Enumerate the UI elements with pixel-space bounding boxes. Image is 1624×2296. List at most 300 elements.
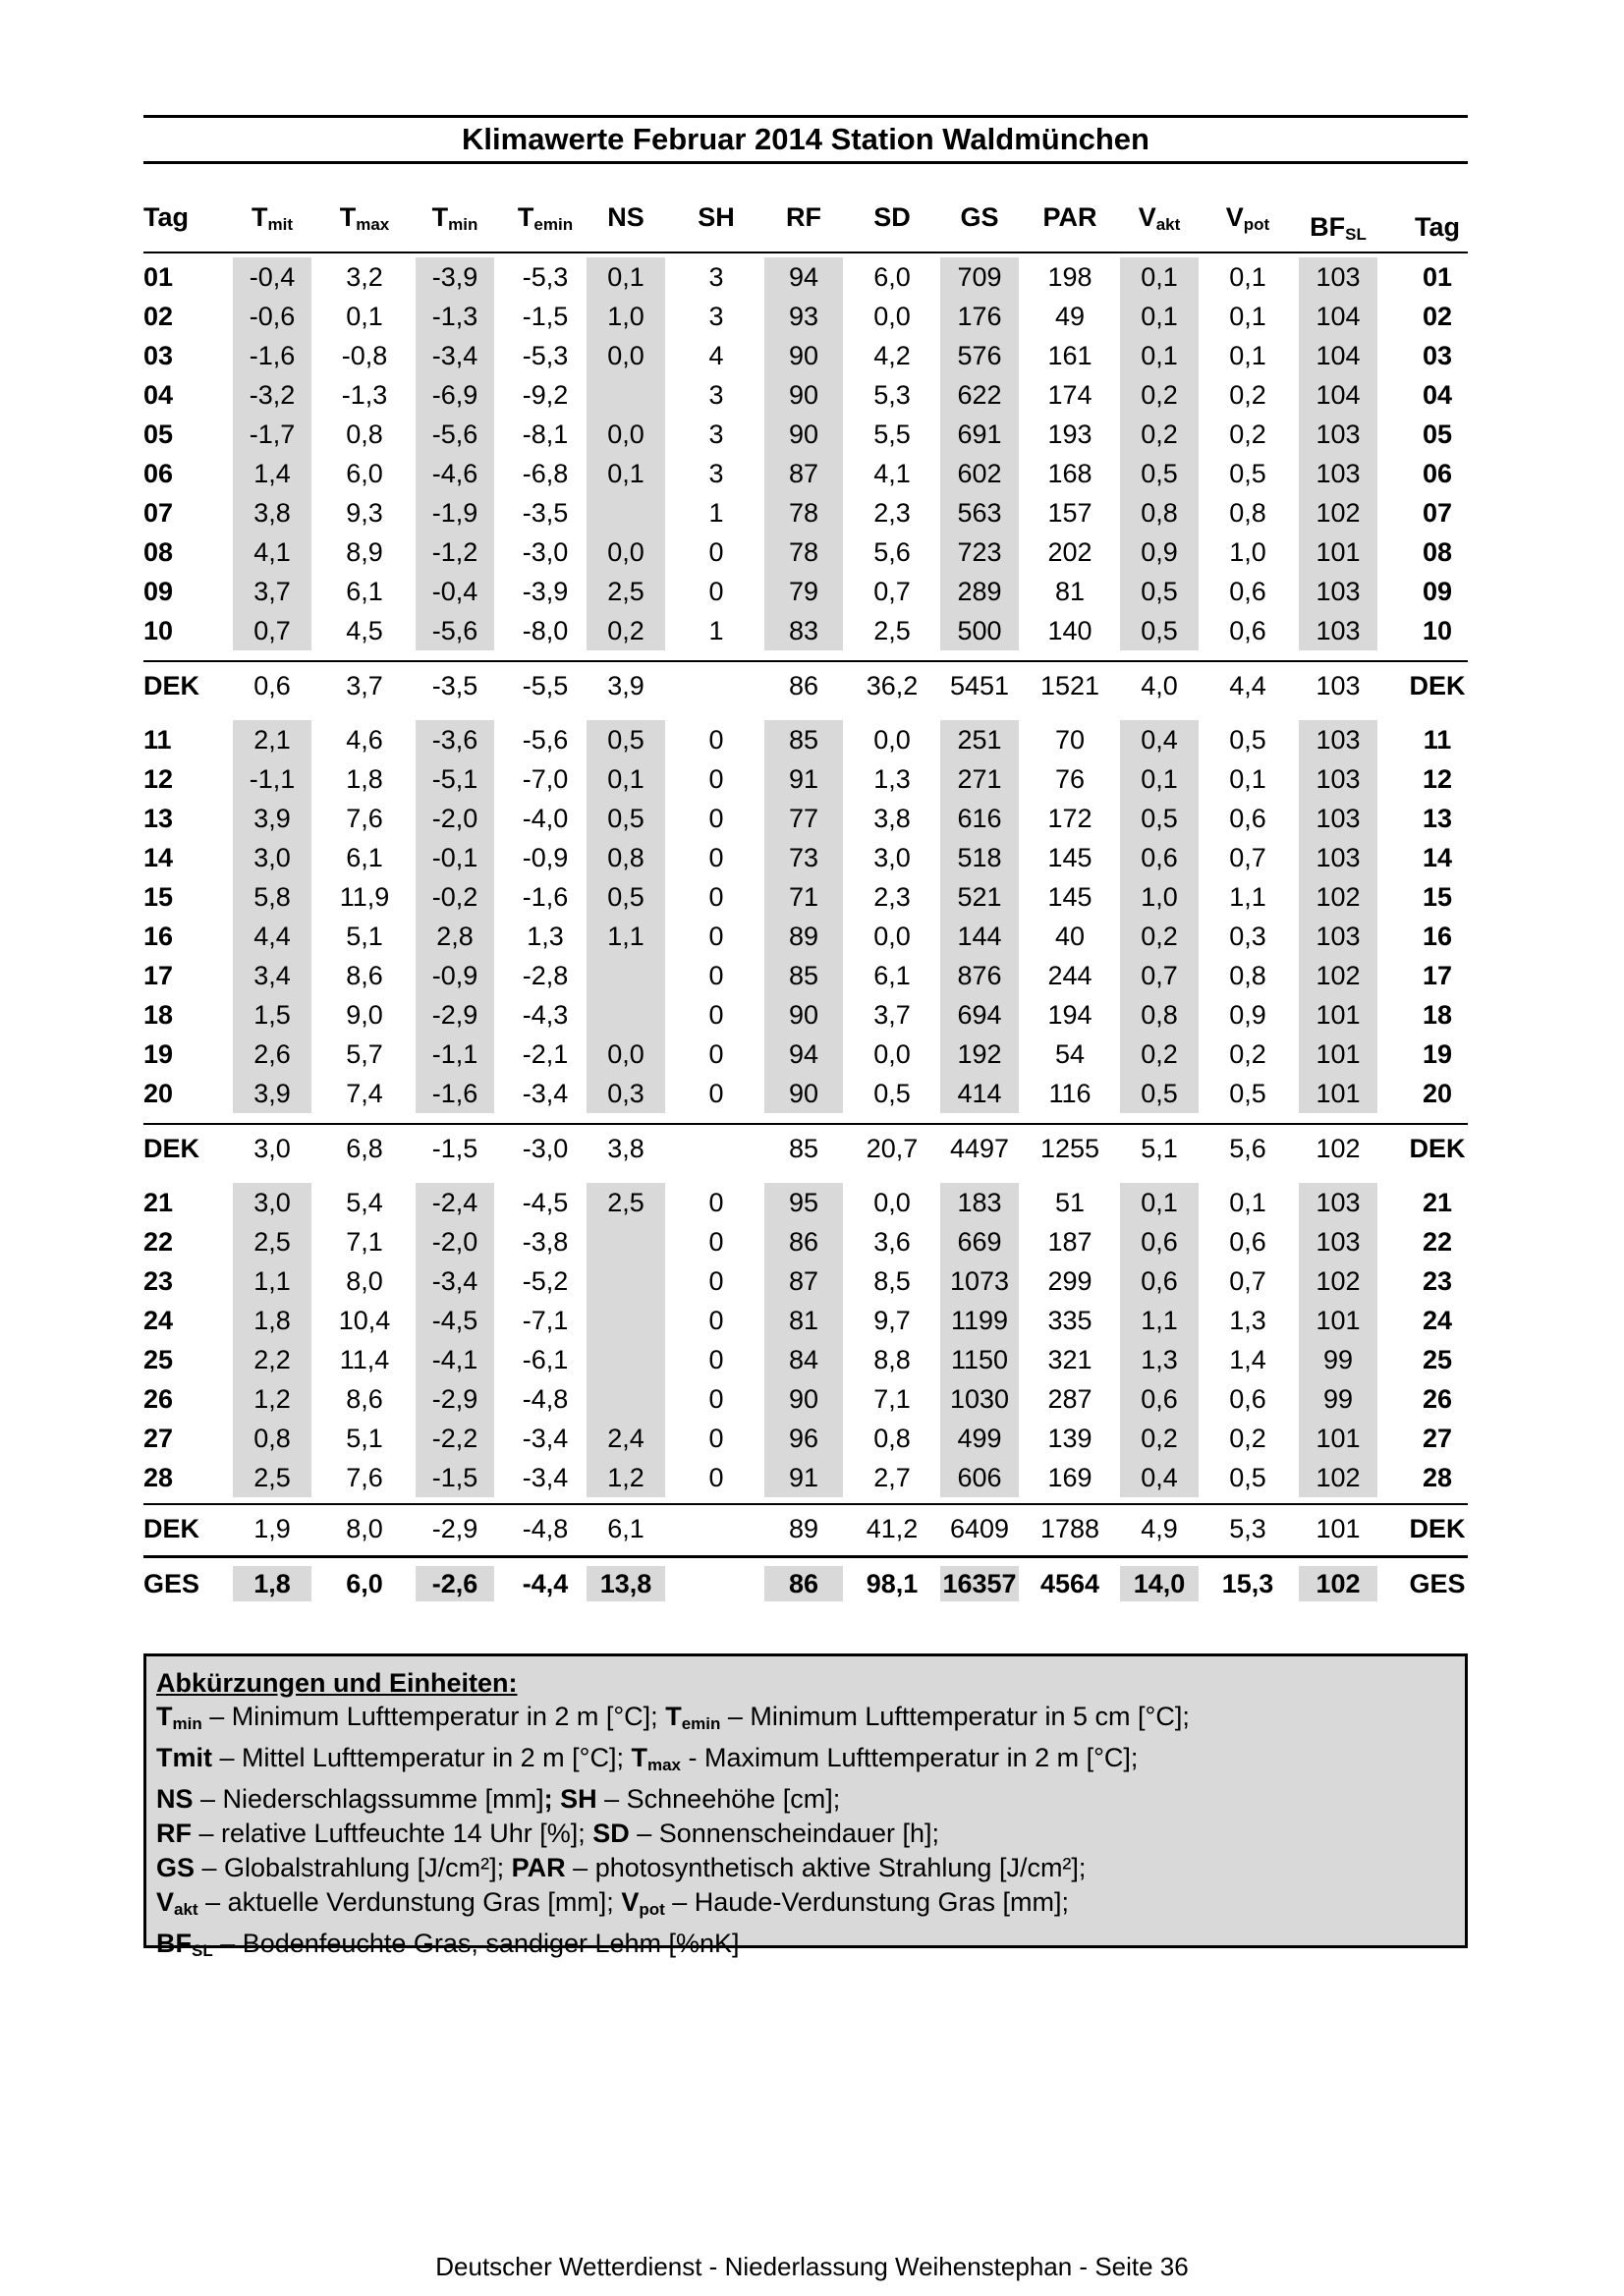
- table-row-27-tag-right: 27: [1422, 1424, 1453, 1453]
- table-row-05-par: 193: [1047, 420, 1092, 449]
- table-row-23-bfsl: 102: [1316, 1266, 1361, 1296]
- table-row-25-tmax: 11,4: [339, 1345, 390, 1374]
- table-row-23-tmax: 8,0: [346, 1266, 383, 1296]
- table-row-17-rf: 85: [788, 961, 819, 990]
- table-row-09-ns: 2,5: [607, 577, 644, 606]
- table-row-09-sh: 0: [708, 577, 724, 606]
- table-row-11-tmax: 4,6: [346, 725, 383, 755]
- rule-3: [143, 1503, 1468, 1505]
- legend-line: $BF_{SL}$ – Bodenfeuchte Gras, sandiger Lehm [%nK]: [156, 1929, 740, 1960]
- table-row-09-tmax: 6,1: [346, 577, 383, 606]
- table-row-22-rf: 86: [788, 1227, 819, 1257]
- table-row-02-tmax: 0,1: [346, 302, 383, 331]
- table-row-14-ns: 0,8: [607, 843, 644, 872]
- dek-row-3-tmit: 1,9: [253, 1514, 291, 1543]
- dek-row-2-ns: 3,8: [607, 1134, 644, 1163]
- table-row-12-gs: 271: [957, 764, 1002, 794]
- table-row-24-tmit: 1,8: [253, 1306, 291, 1335]
- table-row-17-gs: 876: [957, 961, 1002, 990]
- dek-row-3-bfsl: 101: [1316, 1514, 1361, 1543]
- table-row-12-rf: 91: [788, 764, 819, 794]
- table-row-16-tmit: 4,4: [253, 922, 291, 951]
- table-row-11-sd: 0,0: [873, 725, 911, 755]
- table-row-16-temin: 1,3: [527, 922, 564, 951]
- header-tag-right: Tag: [1415, 212, 1460, 242]
- table-row-14-sh: 0: [708, 843, 724, 872]
- table-row-10-temin: -8,0: [522, 616, 569, 645]
- table-row-14-tmin: -0,1: [431, 843, 478, 872]
- table-row-21-tmin: -2,4: [431, 1188, 478, 1217]
- table-row-11-tag: 11: [143, 725, 172, 755]
- table-row-13-ns: 0,5: [607, 804, 644, 833]
- table-row-14-rf: 73: [788, 843, 819, 872]
- table-row-19-tag-right: 19: [1422, 1039, 1453, 1069]
- table-row-24-vpot: 1,3: [1229, 1306, 1266, 1335]
- table-row-08-sh: 0: [708, 537, 724, 567]
- table-row-01-temin: -5,3: [522, 262, 569, 292]
- dek-row-1-ns: 3,9: [607, 671, 644, 700]
- table-row-23-tag: 23: [143, 1266, 174, 1296]
- table-row-22-temin: -3,8: [522, 1227, 569, 1257]
- table-row-03-vpot: 0,1: [1229, 341, 1266, 370]
- table-row-28-gs: 606: [957, 1463, 1002, 1492]
- table-row-06-tmit: 1,4: [253, 459, 291, 488]
- table-row-16-gs: 144: [957, 922, 1002, 951]
- table-row-21-gs: 183: [957, 1188, 1002, 1217]
- table-row-15-temin: -1,6: [522, 882, 569, 912]
- table-row-12-ns: 0,1: [607, 764, 644, 794]
- table-row-10-sd: 2,5: [873, 616, 911, 645]
- table-row-27-sd: 0,8: [873, 1424, 911, 1453]
- table-row-07-vpot: 0,8: [1229, 498, 1266, 528]
- dek-row-3-tag-right: DEK: [1409, 1514, 1466, 1543]
- table-row-26-gs: 1030: [949, 1384, 1010, 1414]
- table-row-26-sh: 0: [708, 1384, 724, 1414]
- rule-0: [143, 252, 1468, 253]
- table-row-20-tmit: 3,9: [253, 1079, 291, 1108]
- table-row-20-gs: 414: [957, 1079, 1002, 1108]
- table-row-15-par: 145: [1047, 882, 1092, 912]
- table-row-12-tmin: -5,1: [431, 764, 478, 794]
- table-row-07-tag: 07: [143, 498, 174, 528]
- table-row-06-sh: 3: [708, 459, 724, 488]
- table-row-14-gs: 518: [957, 843, 1002, 872]
- table-row-20-tmin: -1,6: [431, 1079, 478, 1108]
- dek-row-3-gs: 6409: [949, 1514, 1010, 1543]
- table-row-13-vpot: 0,6: [1229, 804, 1266, 833]
- table-row-27-bfsl: 101: [1316, 1424, 1361, 1453]
- rule-2: [143, 1123, 1468, 1125]
- table-row-20-vpot: 0,5: [1229, 1079, 1266, 1108]
- table-row-16-sd: 0,0: [873, 922, 911, 951]
- table-row-07-sh: 1: [708, 498, 724, 528]
- table-row-05-rf: 90: [788, 420, 819, 449]
- legend-line: $V_{akt}$ – aktuelle Verdunstung Gras [mm]; $V_{pot}$ – Haude-Verdunstung Gras [mm];: [156, 1887, 1069, 1919]
- dek-row-1-tag: DEK: [143, 671, 200, 700]
- table-row-03-tag: 03: [143, 341, 174, 370]
- table-row-27-rf: 96: [788, 1424, 819, 1453]
- table-row-17-tmin: -0,9: [431, 961, 478, 990]
- dek-row-1-sd: 36,2: [866, 671, 919, 700]
- table-row-28-vakt: 0,4: [1141, 1463, 1178, 1492]
- table-row-20-tag-right: 20: [1422, 1079, 1453, 1108]
- table-row-09-sd: 0,7: [873, 577, 911, 606]
- table-row-05-sh: 3: [708, 420, 724, 449]
- table-row-01-vakt: 0,1: [1141, 262, 1178, 292]
- ges-row-tmin: -2,6: [431, 1569, 478, 1598]
- table-row-09-par: 81: [1054, 577, 1086, 606]
- table-row-19-tmit: 2,6: [253, 1039, 291, 1069]
- table-row-15-sh: 0: [708, 882, 724, 912]
- table-row-08-bfsl: 101: [1316, 537, 1361, 567]
- table-row-11-vakt: 0,4: [1141, 725, 1178, 755]
- table-row-15-rf: 71: [788, 882, 819, 912]
- dek-row-2-tmit: 3,0: [253, 1134, 291, 1163]
- table-row-05-tag: 05: [143, 420, 174, 449]
- table-row-17-temin: -2,8: [522, 961, 569, 990]
- table-row-02-gs: 176: [957, 302, 1002, 331]
- table-row-15-bfsl: 102: [1316, 882, 1361, 912]
- table-row-02-vpot: 0,1: [1229, 302, 1266, 331]
- table-row-24-tag-right: 24: [1422, 1306, 1453, 1335]
- table-row-27-vakt: 0,2: [1141, 1424, 1178, 1453]
- table-row-25-sh: 0: [708, 1345, 724, 1374]
- table-row-06-vakt: 0,5: [1141, 459, 1178, 488]
- dek-row-1-vakt: 4,0: [1141, 671, 1178, 700]
- table-row-03-tmax: -0,8: [341, 341, 388, 370]
- table-row-21-rf: 95: [788, 1188, 819, 1217]
- table-row-21-vpot: 0,1: [1229, 1188, 1266, 1217]
- table-row-22-tag-right: 22: [1422, 1227, 1453, 1257]
- table-row-27-par: 139: [1047, 1424, 1092, 1453]
- table-row-03-tmin: -3,4: [431, 341, 478, 370]
- table-row-13-gs: 616: [957, 804, 1002, 833]
- table-row-28-tag: 28: [143, 1463, 174, 1492]
- legend-lines: [156, 1700, 1455, 1968]
- table-row-23-rf: 87: [788, 1266, 819, 1296]
- table-row-13-bfsl: 103: [1316, 804, 1361, 833]
- table-row-18-tmit: 1,5: [253, 1000, 291, 1030]
- table-row-04-vpot: 0,2: [1229, 380, 1266, 410]
- table-row-04-vakt: 0,2: [1141, 380, 1178, 410]
- table-row-25-temin: -6,1: [522, 1345, 569, 1374]
- table-row-23-tmin: -3,4: [431, 1266, 478, 1296]
- table-row-11-bfsl: 103: [1316, 725, 1361, 755]
- dek-row-1-rf: 86: [788, 671, 819, 700]
- table-row-25-tag-right: 25: [1422, 1345, 1453, 1374]
- table-row-23-vpot: 0,7: [1229, 1266, 1266, 1296]
- table-row-19-vakt: 0,2: [1141, 1039, 1178, 1069]
- table-row-18-tmin: -2,9: [431, 1000, 478, 1030]
- table-row-25-bfsl: 99: [1322, 1345, 1354, 1374]
- table-row-04-tmin: -6,9: [431, 380, 478, 410]
- legend-line: GS – Globalstrahlung [J/cm²]; PAR – photosynthetisch aktive Strahlung [J/cm²];: [156, 1853, 1087, 1882]
- dek-row-1-tag-right: DEK: [1409, 671, 1466, 700]
- table-row-23-tmit: 1,1: [253, 1266, 291, 1296]
- table-row-05-tag-right: 05: [1422, 420, 1453, 449]
- table-row-09-tag-right: 09: [1422, 577, 1453, 606]
- table-row-06-bfsl: 103: [1316, 459, 1361, 488]
- table-row-13-vakt: 0,5: [1141, 804, 1178, 833]
- table-row-17-bfsl: 102: [1316, 961, 1361, 990]
- table-row-14-vpot: 0,7: [1229, 843, 1266, 872]
- rule-1: [143, 660, 1468, 662]
- table-row-17-par: 244: [1047, 961, 1092, 990]
- table-row-09-tmin: -0,4: [431, 577, 478, 606]
- table-row-25-rf: 84: [788, 1345, 819, 1374]
- legend-line: RF – relative Luftfeuchte 14 Uhr [%]; SD – Sonnenscheindauer [h];: [156, 1819, 939, 1848]
- table-row-05-tmin: -5,6: [431, 420, 478, 449]
- table-row-14-sd: 3,0: [873, 843, 911, 872]
- table-row-20-sd: 0,5: [873, 1079, 911, 1108]
- table-row-06-vpot: 0,5: [1229, 459, 1266, 488]
- table-row-08-temin: -3,0: [522, 537, 569, 567]
- table-row-05-ns: 0,0: [607, 420, 644, 449]
- table-row-16-par: 40: [1054, 922, 1086, 951]
- ges-row-temin: -4,4: [522, 1569, 569, 1598]
- table-row-07-tmit: 3,8: [253, 498, 291, 528]
- table-row-25-vpot: 1,4: [1229, 1345, 1266, 1374]
- header-ns: NS: [607, 202, 644, 232]
- table-row-03-par: 161: [1047, 341, 1092, 370]
- table-row-14-bfsl: 103: [1316, 843, 1361, 872]
- table-row-26-sd: 7,1: [873, 1384, 911, 1414]
- table-row-10-vakt: 0,5: [1141, 616, 1178, 645]
- table-row-26-vakt: 0,6: [1141, 1384, 1178, 1414]
- table-row-10-rf: 83: [788, 616, 819, 645]
- table-row-26-tag: 26: [143, 1384, 174, 1414]
- table-row-26-temin: -4,8: [522, 1384, 569, 1414]
- table-row-28-par: 169: [1047, 1463, 1092, 1492]
- table-row-16-ns: 1,1: [607, 922, 644, 951]
- table-row-01-tmin: -3,9: [431, 262, 478, 292]
- table-row-19-par: 54: [1054, 1039, 1086, 1069]
- ges-row-tag: GES: [143, 1569, 200, 1598]
- table-row-02-ns: 1,0: [607, 302, 644, 331]
- table-row-23-gs: 1073: [949, 1266, 1010, 1296]
- table-row-23-sd: 8,5: [873, 1266, 911, 1296]
- table-row-17-vpot: 0,8: [1229, 961, 1266, 990]
- table-row-09-temin: -3,9: [522, 577, 569, 606]
- dek-row-1-tmax: 3,7: [346, 671, 383, 700]
- table-row-26-par: 287: [1047, 1384, 1092, 1414]
- legend-box: [143, 1653, 1468, 1960]
- table-row-22-sd: 3,6: [873, 1227, 911, 1257]
- dek-row-3-vakt: 4,9: [1141, 1514, 1178, 1543]
- table-row-08-tmax: 8,9: [346, 537, 383, 567]
- table-row-06-rf: 87: [788, 459, 819, 488]
- table-row-13-tmit: 3,9: [253, 804, 291, 833]
- table-row-21-tag-right: 21: [1422, 1188, 1453, 1217]
- table-row-25-tag: 25: [143, 1345, 174, 1374]
- ges-row-rf: 86: [788, 1569, 819, 1598]
- table-row-28-temin: -3,4: [522, 1463, 569, 1492]
- ges-row-vpot: 15,3: [1221, 1569, 1274, 1598]
- dek-row-2-gs: 4497: [949, 1134, 1010, 1163]
- table-row-05-vpot: 0,2: [1229, 420, 1266, 449]
- dek-row-1-bfsl: 103: [1316, 671, 1361, 700]
- dek-row-3-tag: DEK: [143, 1514, 200, 1543]
- table-row-03-bfsl: 104: [1316, 341, 1361, 370]
- table-row-14-vakt: 0,6: [1141, 843, 1178, 872]
- table-row-01-tmit: -0,4: [249, 262, 296, 292]
- ges-row-sd: 98,1: [866, 1569, 919, 1598]
- table-row-10-par: 140: [1047, 616, 1092, 645]
- table-row-24-gs: 1199: [950, 1306, 1009, 1335]
- table-row-17-sh: 0: [708, 961, 724, 990]
- dek-row-1-tmit: 0,6: [253, 671, 291, 700]
- ges-row-vakt: 14,0: [1133, 1569, 1186, 1598]
- table-row-23-tag-right: 23: [1422, 1266, 1453, 1296]
- dek-row-2-vakt: 5,1: [1141, 1134, 1178, 1163]
- table-row-21-sd: 0,0: [873, 1188, 911, 1217]
- table-row-11-temin: -5,6: [522, 725, 569, 755]
- table-row-07-tag-right: 07: [1422, 498, 1453, 528]
- table-row-08-tmin: -1,2: [431, 537, 478, 567]
- dek-row-2-tag: DEK: [143, 1134, 200, 1163]
- table-row-18-tag-right: 18: [1422, 1000, 1453, 1030]
- table-row-21-tag: 21: [143, 1188, 174, 1217]
- table-row-28-tmin: -1,5: [431, 1463, 478, 1492]
- table-row-09-tag: 09: [143, 577, 174, 606]
- dek-row-3-tmin: -2,9: [431, 1514, 478, 1543]
- table-row-25-tmin: -4,1: [431, 1345, 478, 1374]
- table-row-20-bfsl: 101: [1316, 1079, 1361, 1108]
- table-row-02-sd: 0,0: [873, 302, 911, 331]
- table-row-26-tmit: 1,2: [253, 1384, 291, 1414]
- table-row-18-sh: 0: [708, 1000, 724, 1030]
- table-row-12-par: 76: [1054, 764, 1086, 794]
- table-row-03-rf: 90: [788, 341, 819, 370]
- table-row-26-bfsl: 99: [1322, 1384, 1354, 1414]
- table-row-02-tmin: -1,3: [431, 302, 478, 331]
- table-row-20-tag: 20: [143, 1079, 174, 1108]
- table-row-15-tmin: -0,2: [431, 882, 478, 912]
- page-title: Klimawerte Februar 2014 Station Waldmünchen: [462, 122, 1149, 156]
- table-row-13-tmax: 7,6: [346, 804, 383, 833]
- table-row-10-sh: 1: [708, 616, 724, 645]
- table-row-17-tmax: 8,6: [346, 961, 383, 990]
- dek-row-2-tmax: 6,8: [346, 1134, 383, 1163]
- table-row-07-vakt: 0,8: [1141, 498, 1178, 528]
- dek-row-2-tmin: -1,5: [431, 1134, 478, 1163]
- table-row-01-par: 198: [1047, 262, 1092, 292]
- table-row-06-ns: 0,1: [607, 459, 644, 488]
- table-row-11-vpot: 0,5: [1229, 725, 1266, 755]
- table-row-18-vakt: 0,8: [1141, 1000, 1178, 1030]
- table-row-13-par: 172: [1047, 804, 1092, 833]
- table-row-26-vpot: 0,6: [1229, 1384, 1266, 1414]
- table-row-21-vakt: 0,1: [1141, 1188, 1178, 1217]
- table-row-28-tag-right: 28: [1422, 1463, 1453, 1492]
- table-row-01-tmax: 3,2: [346, 262, 383, 292]
- table-row-28-bfsl: 102: [1316, 1463, 1361, 1492]
- table-row-08-par: 202: [1047, 537, 1092, 567]
- table-row-26-tag-right: 26: [1422, 1384, 1453, 1414]
- table-row-24-rf: 81: [788, 1306, 819, 1335]
- table-row-26-tmax: 8,6: [346, 1384, 383, 1414]
- table-row-24-par: 335: [1047, 1306, 1092, 1335]
- table-row-06-tag: 06: [143, 459, 174, 488]
- table-row-24-tmax: 10,4: [338, 1306, 391, 1335]
- table-row-04-gs: 622: [957, 380, 1002, 410]
- table-row-07-tmin: -1,9: [431, 498, 478, 528]
- table-row-01-rf: 94: [788, 262, 819, 292]
- table-row-01-bfsl: 103: [1316, 262, 1361, 292]
- table-row-03-ns: 0,0: [607, 341, 644, 370]
- table-row-25-tmit: 2,2: [253, 1345, 291, 1374]
- table-row-22-tmin: -2,0: [431, 1227, 478, 1257]
- table-row-18-par: 194: [1047, 1000, 1092, 1030]
- table-row-08-tmit: 4,1: [253, 537, 291, 567]
- table-row-04-tag: 04: [143, 380, 174, 410]
- dek-row-1-vpot: 4,4: [1229, 671, 1266, 700]
- table-row-27-vpot: 0,2: [1229, 1424, 1266, 1453]
- table-row-06-tmax: 6,0: [346, 459, 383, 488]
- dek-row-2-vpot: 5,6: [1229, 1134, 1266, 1163]
- table-row-16-vpot: 0,3: [1229, 922, 1266, 951]
- table-row-16-vakt: 0,2: [1141, 922, 1178, 951]
- table-row-05-vakt: 0,2: [1141, 420, 1178, 449]
- table-row-27-tag: 27: [143, 1424, 174, 1453]
- table-row-16-tmax: 5,1: [346, 922, 383, 951]
- table-row-15-ns: 0,5: [607, 882, 644, 912]
- table-row-28-tmit: 2,5: [253, 1463, 291, 1492]
- table-row-28-tmax: 7,6: [346, 1463, 383, 1492]
- table-row-12-sd: 1,3: [873, 764, 911, 794]
- table-row-16-bfsl: 103: [1316, 922, 1361, 951]
- table-row-10-tmit: 0,7: [253, 616, 291, 645]
- table-row-04-sh: 3: [708, 380, 724, 410]
- table-row-16-tag: 16: [143, 922, 174, 951]
- table-row-19-tag: 19: [143, 1039, 174, 1069]
- table-row-19-tmin: -1,1: [431, 1039, 478, 1069]
- table-row-23-vakt: 0,6: [1141, 1266, 1178, 1296]
- table-row-17-tag-right: 17: [1422, 961, 1453, 990]
- table-row-04-tag-right: 04: [1422, 380, 1453, 410]
- table-row-28-sh: 0: [708, 1463, 724, 1492]
- table-row-24-sh: 0: [708, 1306, 724, 1335]
- table-row-21-ns: 2,5: [607, 1188, 644, 1217]
- table-row-22-tmit: 2,5: [253, 1227, 291, 1257]
- table-row-15-vakt: 1,0: [1141, 882, 1178, 912]
- ges-row-bfsl: 102: [1316, 1569, 1361, 1598]
- table-row-28-vpot: 0,5: [1229, 1463, 1266, 1492]
- table-row-11-ns: 0,5: [607, 725, 644, 755]
- table-row-10-ns: 0,2: [607, 616, 644, 645]
- legend-line: Tmit – Mittel Lufttemperatur in 2 m [°C]; $T_{max}$ - Maximum Lufttemperatur in 2 m [°C];: [156, 1743, 1139, 1774]
- table-row-14-temin: -0,9: [522, 843, 569, 872]
- table-row-08-vpot: 1,0: [1229, 537, 1266, 567]
- table-row-18-rf: 90: [788, 1000, 819, 1030]
- table-row-19-sh: 0: [708, 1039, 724, 1069]
- table-row-27-sh: 0: [708, 1424, 724, 1453]
- table-row-07-gs: 563: [957, 498, 1002, 528]
- table-row-13-tag: 13: [143, 804, 174, 833]
- table-row-19-sd: 0,0: [873, 1039, 911, 1069]
- table-row-07-tmax: 9,3: [346, 498, 383, 528]
- table-row-07-bfsl: 102: [1316, 498, 1361, 528]
- table-row-27-ns: 2,4: [607, 1424, 644, 1453]
- table-row-21-par: 51: [1054, 1188, 1086, 1217]
- table-row-22-bfsl: 103: [1316, 1227, 1361, 1257]
- table-row-10-gs: 500: [957, 616, 1002, 645]
- header-rf: RF: [786, 202, 821, 232]
- table-row-20-tmax: 7,4: [346, 1079, 383, 1108]
- table-row-27-temin: -3,4: [522, 1424, 569, 1453]
- table-row-03-temin: -5,3: [522, 341, 569, 370]
- table-row-19-gs: 192: [957, 1039, 1002, 1069]
